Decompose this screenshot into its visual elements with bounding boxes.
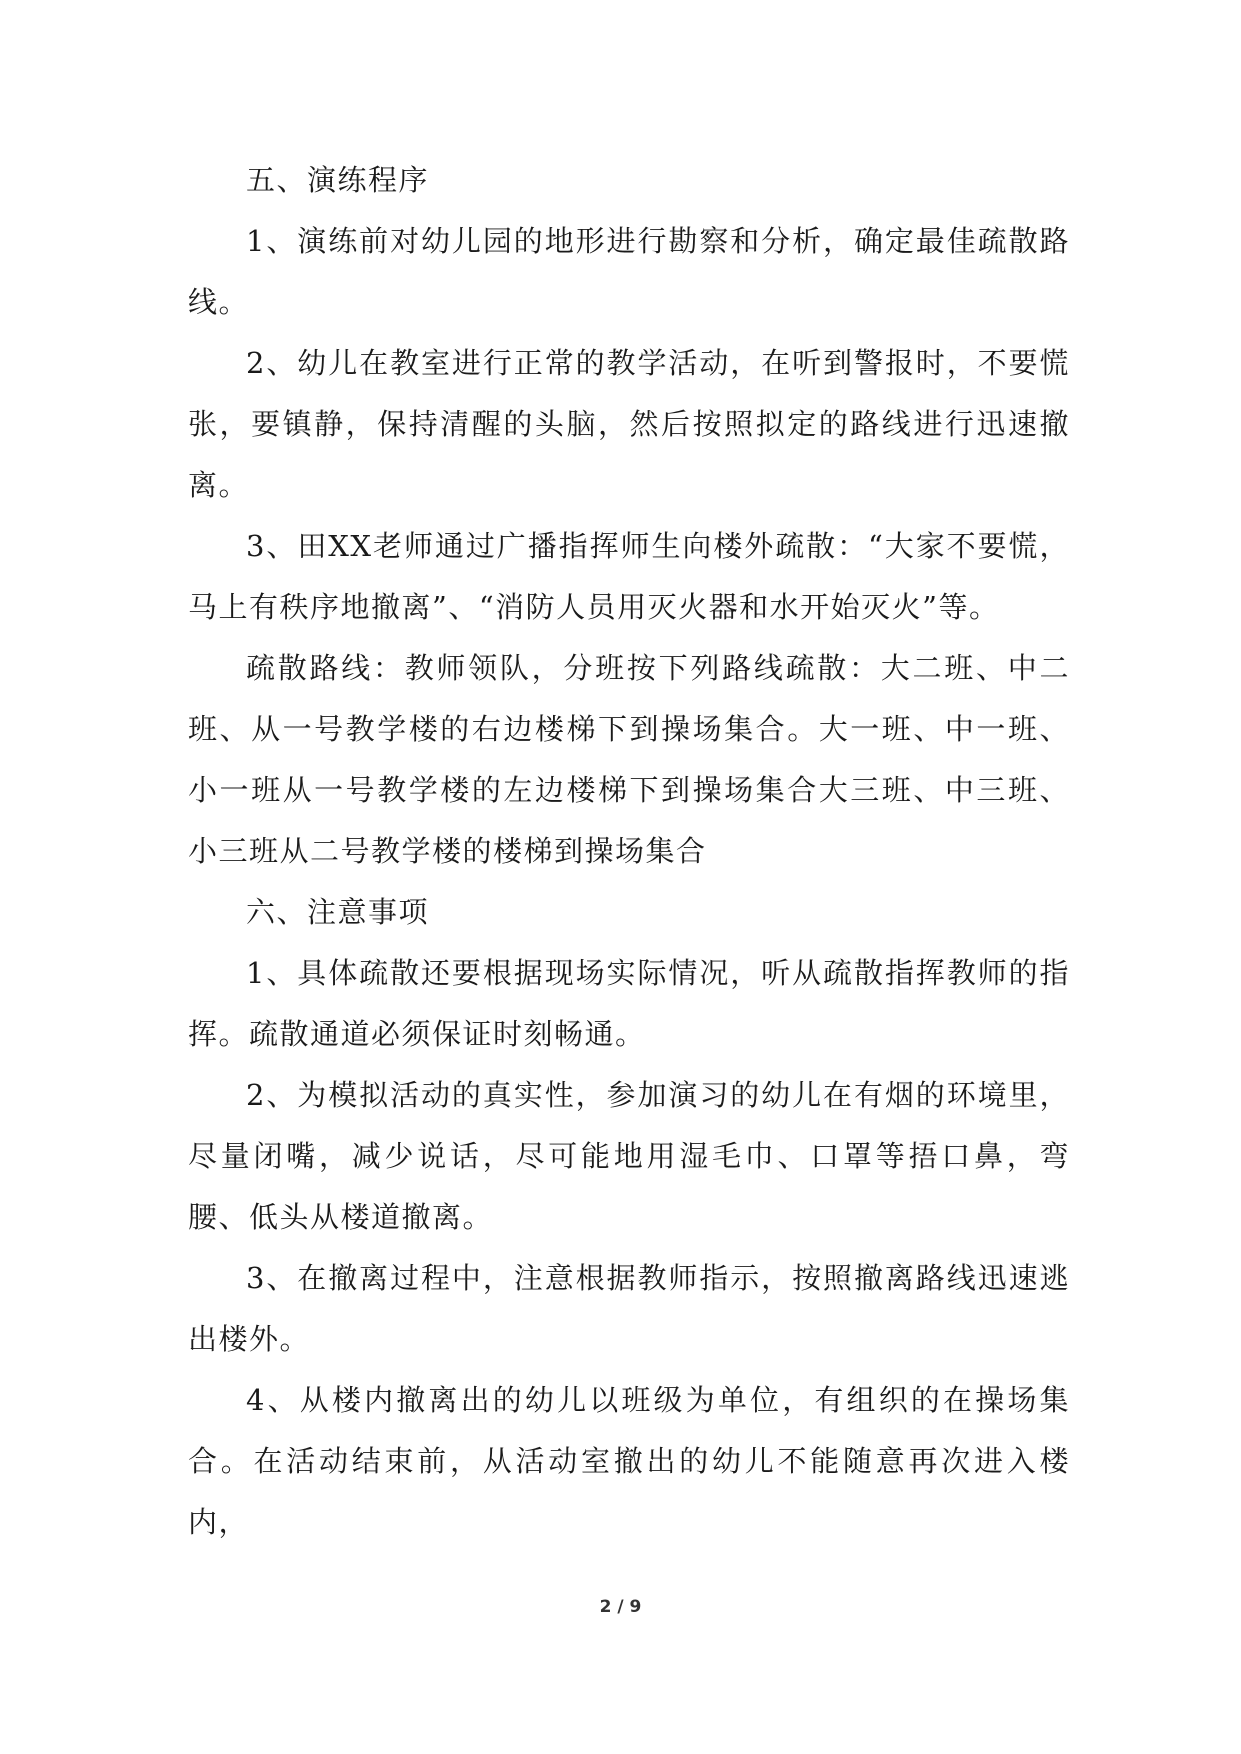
section-heading-precautions: 六、注意事项: [246, 895, 430, 929]
paragraph: 2、为模拟活动的真实性，参加演习的幼儿在有烟的环境里，尽量闭嘴，减少说话，尽可能地用湿毛巾、口罩等捂口鼻，弯腰、低头从楼道撤离。: [188, 1078, 1070, 1234]
paragraph: 3、田XX老师通过广播指挥师生向楼外疏散：“大家不要慌，马上有秩序地撤离”、“消防人员用灭火器和水开始灭火”等。: [188, 529, 1070, 624]
document-body: [188, 150, 1070, 1553]
paragraph: 疏散路线：教师领队，分班按下列路线疏散：大二班、中二班、从一号教学楼的右边楼梯下到操场集合。大一班、中一班、小一班从一号教学楼的左边楼梯下到操场集合大三班、中三班、小三班从二号教学楼的楼梯到操场集合: [188, 651, 1070, 868]
paragraph: 2、幼儿在教室进行正常的教学活动，在听到警报时，不要慌张，要镇静，保持清醒的头脑，然后按照拟定的路线进行迅速撤离。: [188, 346, 1070, 502]
page-number: 2 / 9: [599, 1597, 642, 1617]
paragraph: 1、演练前对幼儿园的地形进行勘察和分析，确定最佳疏散路线。: [188, 224, 1070, 319]
section-heading-drill-procedure: 五、演练程序: [246, 163, 430, 197]
paragraph: 4、从楼内撤离出的幼儿以班级为单位，有组织的在操场集合。在活动结束前，从活动室撤出的幼儿不能随意再次进入楼内，: [188, 1383, 1070, 1539]
paragraph: 1、具体疏散还要根据现场实际情况，听从疏散指挥教师的指挥。疏散通道必须保证时刻畅通。: [188, 956, 1070, 1051]
paragraph: 3、在撤离过程中，注意根据教师指示，按照撤离路线迅速逃出楼外。: [188, 1261, 1070, 1356]
